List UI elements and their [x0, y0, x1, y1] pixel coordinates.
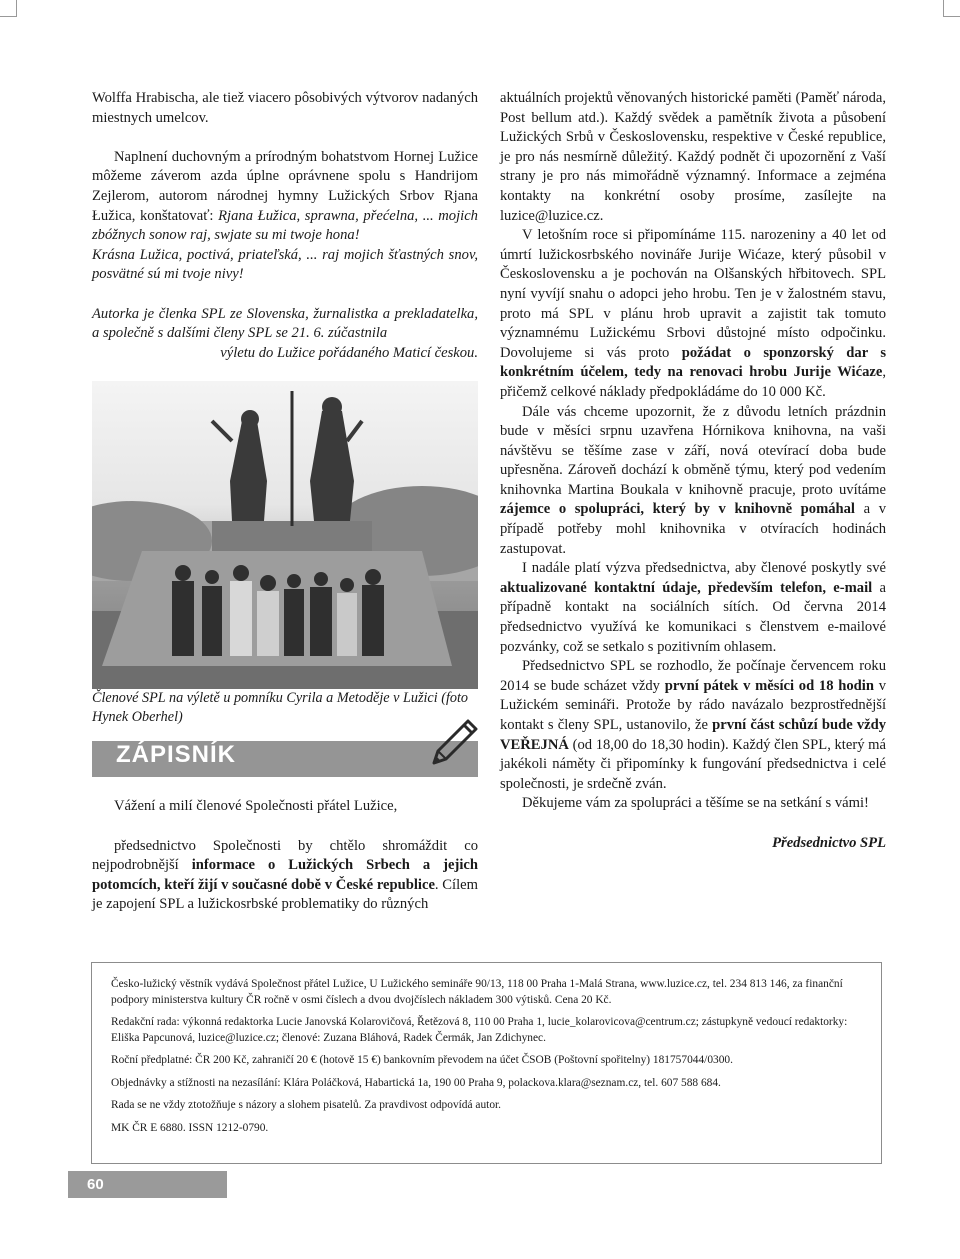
page-number-tab — [68, 1171, 227, 1198]
zapisnik-header — [92, 741, 478, 777]
photo-caption: Členové SPL na výletě u pomníku Cyrila a Metoděje v Lužici (foto Hynek Oberhel) — [92, 690, 469, 726]
anthem-quote-sorbian: Rjana Łužica, sprawna, přećelna, ... mojich zbóžnych sonow raj, swjate su mi twoje hona! — [92, 207, 478, 244]
statue-left — [230, 421, 267, 521]
pen-icon — [424, 713, 484, 773]
imprint-orders: Objednávky a stížnosti na nezasílání: Klára Poláčková, Habartická 1a, 190 00 Praha 9, polackova.klara@seznam.cz, tel. 607 588 684. — [111, 1076, 721, 1089]
anthem-quote-slovak: Krásna Lužica, poctivá, priateľská, ... raj mojich šťastných snov, posvätné sú mi tvoje nivy! — [92, 246, 478, 283]
imprint-editorial-board: Redakční rada: výkonná redaktorka Lucie Janovská Kolarovičová, Řetězová 8, 110 00 Praha 1, lucie_kolarovicova@centrum.cz; zástupkyně vedoucí redaktorky: Eliška Papcunová, luzice@luzice.cz; členové: Zuzana Bláhová, Radek Čermák, Jan Zdichynec. — [111, 1016, 848, 1044]
imprint-disclaimer: Rada se ne vždy ztotožňuje s názory a slohem pisatelů. Za pravdivost odpovídá autor. — [111, 1099, 502, 1111]
crop-mark-top-left — [0, 0, 17, 17]
author-note: Autorka je členka SPL ze Slovenska, žurnalistka a prekladatelka, a společně s dalšími členy SPL se 21. 6. zúčastnila — [92, 305, 478, 342]
photo-illustration — [92, 381, 478, 689]
crop-mark-top-right — [943, 0, 960, 17]
paragraph-meetings: Předsednictvo SPL se rozhodlo, že počínaje červencem roku 2014 se bude scházet vždy první pátek v měsíci od 18 hodin v Lužickém semináři. Protože by rádo navázalo bezprostřednější kontakt s členy SPL, ustanovilo, že první část schůzí bude vždy VEŘEJNÁ (od 18,00 do 18,30 hodin). Každý člen SPL, který má jakékoli náměty či připomínky k fungování předsednictva i celé společnosti, je srdečně zván. — [500, 658, 887, 792]
paragraph-lusatia: Naplnení duchovným a prírodným bohatstvom Hornej Lužice môžeme záverom azda úplne oprávnene spolu s Handrijom Zejlerom, autorom národnej hymny Lužických Srbov Rjana Łužica, konštatovať: Rjana Łužica, sprawna, přećelna, ... mojich zbóžnych sonow raj, swjate su mi twoje hona! — [92, 148, 478, 244]
paragraph-wicaz: V letošním roce si připomínáme 115. narozeniny a 40 let od úmrtí lužickosrbského novináře Jurije Wićaze, který působil v Československu a je pochován na Olšanských hřbitovech. SPL nyní vyvíjí snahu o adopci jeho hrobu. Ten je v žalostném stavu, proto má SPL v plánu hrob upravit a zajistit tak tomuto významnému Lužickému Srbovi důstojné místo odpočinku. Dovolujeme si vás proto požádat o sponzorský dar s konkrétním účelem, tedy na renovaci hrobu Jurije Wićaze, přičemž celkové náklady předpokládáme do 10 000 Kč. — [500, 227, 886, 400]
page-number: 60 — [87, 1176, 104, 1193]
signature: Předsednictvo SPL — [772, 834, 886, 851]
zapisnik-paragraph: předsednictvo Společnosti by chtělo shromáždit co nejpodrobnější informace o Lužických Srbech a jejich potomcích, kteří žijí v současné době v České republice. Cílem je zapojení SPL a lužickosrbské problematiky do různých — [92, 837, 478, 913]
imprint-issn: MK ČR E 6880. ISSN 1212-0790. — [111, 1121, 269, 1134]
paragraph-intro: Wolffa Hrabischa, ale tiež viacero pôsobivých výtvorov nadaných miestnych umelcov. — [92, 90, 478, 126]
paragraph-projects: aktuálních projektů věnovaných historické paměti (Paměť národa, Post bellum atd.). Každý svědek a pamětník života a působení Lužických Srbů v Československu, respektive v České republice, je pro nás nesmírně důležitý. Každý podnět či upozornění z Vaší strany je pro nás mimořádně významný. Informace a zejména kontakty na konkrétní osoby prosíme, zasílejte na luzice@luzice.cz. — [500, 90, 886, 224]
imprint-subscription: Roční předplatné: ČR 200 Kč, zahraničí 20 € (hotově 15 €) bankovním převodem na účet ČSOB (Poštovní spořitelny) 181757044/0300. — [111, 1054, 733, 1066]
paragraph-thanks: Děkujeme vám za spolupráci a těšíme se na setkání s vámi! — [522, 795, 869, 812]
imprint-box — [91, 962, 882, 1164]
paragraph-library: Dále vás chceme upozornit, že z důvodu letních prázdnin bude v měsíci srpnu uzavřena Hórnikova knihovna, na vaši návštěvu se těšíme zase v září, nová otevírací doba bude upřesněna. Zároveň dochází k obměně týmu, který pod vedením knihovnka Martina Boukala v knihovně pracuje, proto uvítáme zájemce o spolupráci, který by v knihovně pomáhal a v případě potřeby mohl knihovnika v otvíracích hodinách zastupovat. — [500, 403, 886, 557]
left-column — [92, 89, 478, 915]
paragraph-contacts: I nadále platí výzva předsednictva, aby členové poskytly své aktualizované kontaktní údaje, především telefon, e-mail a případně kontakt na sociálních sítích. Od června 2014 předsednictvo využívá ke komunikaci s členstvem e-mailové pozvánky, což se setkalo s pozitivním ohlasem. — [500, 560, 886, 655]
author-note-end: výletu do Lužice pořádaného Maticí českou. — [220, 344, 478, 361]
group-photo — [92, 381, 478, 689]
zapisnik-title: ZÁPISNÍK — [116, 741, 237, 769]
statue-right — [310, 411, 354, 521]
zapisnik-greeting: Vážení a milí členové Společnosti přátel Lužice, — [114, 798, 398, 815]
imprint-publisher: Česko-lužický věstník vydává Společnost přátel Lužice, U Lužického semináře 90/13, 118 00 Praha 1-Malá Strana, www.luzice.cz, tel. 234 813 146, za finanční podpory ministerstva kultury ČR ročně v osmi číslech a dvou dvojčíslech nákladem 300 výtisků. Cena 20 Kč. — [111, 978, 843, 1006]
right-column — [500, 89, 886, 853]
